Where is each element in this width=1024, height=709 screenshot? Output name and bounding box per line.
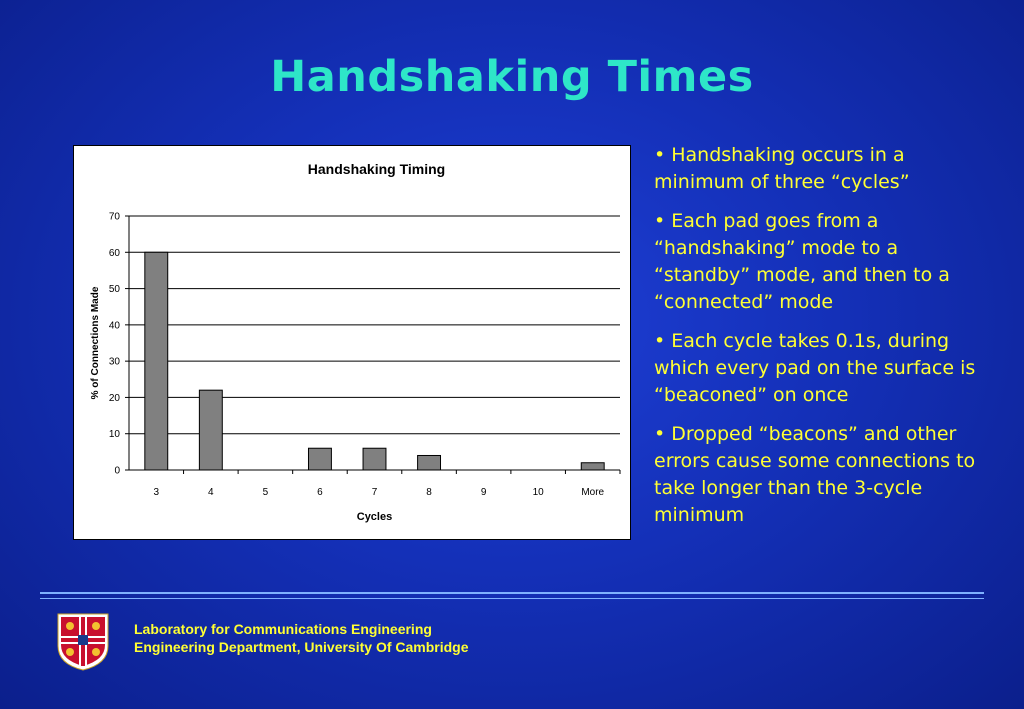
x-tick-label: 6 — [317, 487, 323, 498]
x-tick-label: 3 — [153, 487, 160, 498]
y-tick-label: 40 — [108, 320, 120, 332]
chart-title: Handshaking Timing — [307, 161, 446, 177]
bullet-item: • Each cycle takes 0.1s, during which every pad on the surface is “beaconed” on once — [654, 330, 976, 406]
footer-lab-name: Laboratory for Communications Engineering — [134, 621, 432, 637]
x-tick-label: 9 — [480, 487, 487, 498]
y-tick-label: 20 — [108, 392, 120, 404]
x-tick-label: 7 — [371, 487, 378, 498]
slide-title: Handshaking Times — [270, 52, 754, 102]
y-tick-label: 70 — [108, 211, 120, 223]
x-tick-label: 8 — [426, 487, 432, 498]
y-tick-label: 10 — [108, 429, 120, 441]
footer-divider-thin — [40, 598, 984, 599]
university-crest-icon — [56, 612, 110, 672]
x-tick-label: 10 — [532, 487, 544, 498]
y-tick-label: 30 — [108, 356, 120, 368]
footer — [134, 620, 469, 656]
bar — [145, 252, 168, 470]
bullet-list — [654, 142, 999, 541]
y-axis-label: % of Connections Made — [90, 286, 101, 400]
bar — [199, 390, 222, 470]
bullet-item: • Each pad goes from a “handshaking” mode to a “standby” mode, and then to a “connected” mode — [654, 210, 950, 313]
y-tick-label: 0 — [114, 465, 120, 477]
x-tick-label: More — [581, 487, 605, 498]
x-axis-label: Cycles — [356, 511, 393, 523]
y-tick-label: 60 — [108, 247, 120, 259]
bar — [363, 448, 386, 470]
footer-divider — [40, 592, 984, 594]
chart-frame — [73, 145, 631, 540]
bullet-item: • Dropped “beacons” and other errors cause some connections to take longer than the 3-cycle minimum — [654, 423, 976, 526]
x-tick-label: 4 — [208, 487, 214, 498]
bullet-item: • Handshaking occurs in a minimum of three “cycles” — [654, 144, 910, 193]
bar — [418, 455, 441, 470]
y-tick-label: 50 — [108, 284, 120, 296]
bar — [581, 463, 604, 470]
footer-department: Engineering Department, University Of Cambridge — [134, 639, 469, 655]
bar — [308, 448, 331, 470]
bar-chart — [74, 146, 630, 539]
x-tick-label: 5 — [262, 487, 269, 498]
